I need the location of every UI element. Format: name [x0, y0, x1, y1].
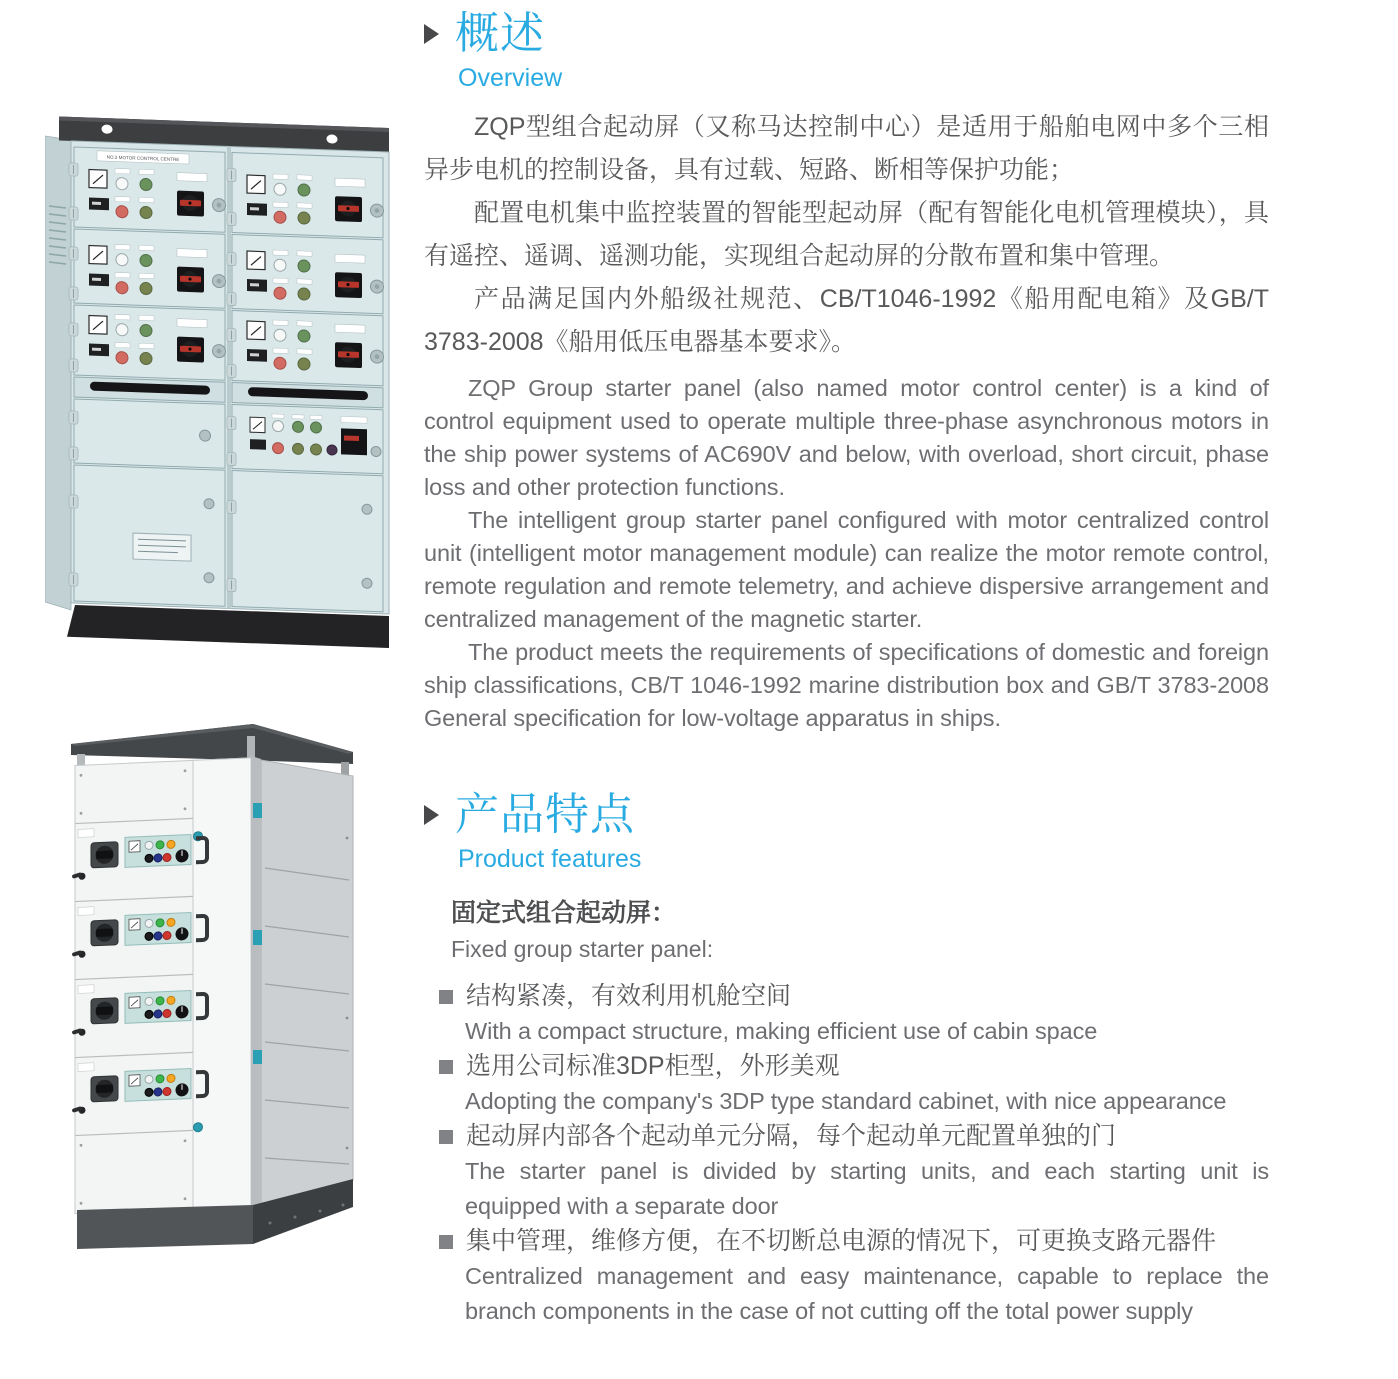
door-knob	[362, 578, 372, 588]
fixed-cabinet-image	[65, 718, 365, 1270]
overview-paragraph-en: The intelligent group starter panel configured with motor centralized control unit (intelligent motor management module) can realize the motor remote control, remote regulation and remote telemetry, and achieve dispersive arrangement and centralized management of the magnetic starter.	[424, 507, 1269, 632]
features-title-cn: 产品特点	[455, 790, 635, 839]
features-header	[424, 791, 1269, 873]
hinge-clip	[253, 1050, 262, 1064]
bullet-square-icon	[439, 1235, 453, 1249]
features-subtitle-cn: 固定式组合起动屏：	[451, 899, 677, 927]
feature-text-cn: 结构紧凑，有效利用机舱空间	[465, 982, 791, 1010]
overview-paragraph-cn: 配置电机集中监控装置的智能型起动屏（配有智能化电机管理模块），具有遥控、遥调、遥测功能，实现组合起动屏的分散布置和集中管理。	[424, 199, 1269, 270]
features-list	[439, 979, 1269, 1329]
door-knob	[362, 504, 372, 514]
door-knob	[204, 499, 214, 509]
section-arrow-icon	[424, 805, 439, 825]
feature-text-cn: 起动屏内部各个起动单元分隔，每个起动单元配置单独的门	[465, 1122, 1116, 1150]
cabinet-roof	[71, 724, 353, 764]
overview-title-en: Overview	[458, 64, 563, 92]
hinge-clip	[253, 930, 262, 945]
features-section	[424, 791, 1269, 1329]
feature-text-en: Adopting the company's 3DP type standard cabinet, with nice appearance	[465, 1088, 1227, 1114]
overview-paragraph-cn: ZQP型组合起动屏（又称马达控制中心）是适用于船舶电网中多个三相异步电机的控制设备，具有过载、短路、断相等保护功能；	[424, 113, 1269, 184]
feature-text-en: Centralized management and easy maintenance, capable to replace the branch components in the case of not cutting off the total power supply	[465, 1263, 1269, 1324]
hinge-clip	[253, 803, 262, 818]
text-column	[424, 10, 1269, 1329]
corner-frame	[251, 756, 262, 1210]
overview-section	[424, 10, 1269, 735]
cabinet-side-face	[261, 760, 353, 1204]
bullet-square-icon	[439, 1060, 453, 1074]
bullet-square-icon	[439, 1130, 453, 1144]
feature-item	[439, 1049, 1269, 1119]
overview-header	[424, 10, 1269, 92]
feature-item	[439, 979, 1269, 1049]
bullet-square-icon	[439, 990, 453, 1004]
door-lock-knob	[194, 1122, 203, 1131]
door-knob	[204, 573, 214, 583]
section-arrow-icon	[424, 24, 439, 44]
feature-text-en: With a compact structure, making efficient use of cabin space	[465, 1018, 1098, 1044]
overview-paragraph-en: ZQP Group starter panel (also named motor control center) is a kind of control equipment used to operate multiple three-phase asynchronous motors in the ship power systems of AC690V and below, with overload, short circuit, phase loss and other protection functions.	[424, 375, 1269, 500]
feature-text-cn: 集中管理，维修方便，在不切断总电源的情况下，可更换支路元器件	[465, 1227, 1216, 1255]
overview-title-cn: 概述	[455, 9, 545, 58]
features-subtitle-en: Fixed group starter panel:	[451, 936, 714, 962]
feature-item	[439, 1119, 1269, 1224]
feature-text-cn: 选用公司标准3DP柜型，外形美观	[465, 1052, 840, 1080]
cabinet-side-panel	[45, 136, 71, 610]
feature-item	[439, 1224, 1269, 1329]
rating-plate	[133, 533, 191, 561]
overview-paragraph-en: The product meets the requirements of specifications of domestic and foreign ship classifications, CB/T 1046-1992 marine distribution box and GB/T 3783-2008 General specification for low-voltage apparatus in ships.	[424, 639, 1269, 731]
group-starter-panel-image	[45, 110, 395, 650]
overview-paragraph-cn: 产品满足国内外船级社规范、CB/T1046-1992《船用配电箱》及GB/T 3783-2008《船用低压电器基本要求》。	[424, 285, 1269, 356]
cabinet-nameplate-text: NO.3 MOTOR CONTROL CENTRE	[106, 154, 180, 163]
feature-text-en: The starter panel is divided by starting units, and each starting unit is equipped with a separate door	[465, 1158, 1269, 1219]
features-title-en: Product features	[458, 845, 642, 873]
cabinet-front-face	[72, 758, 253, 1214]
door-knob	[200, 430, 211, 441]
central-door	[193, 758, 251, 1209]
